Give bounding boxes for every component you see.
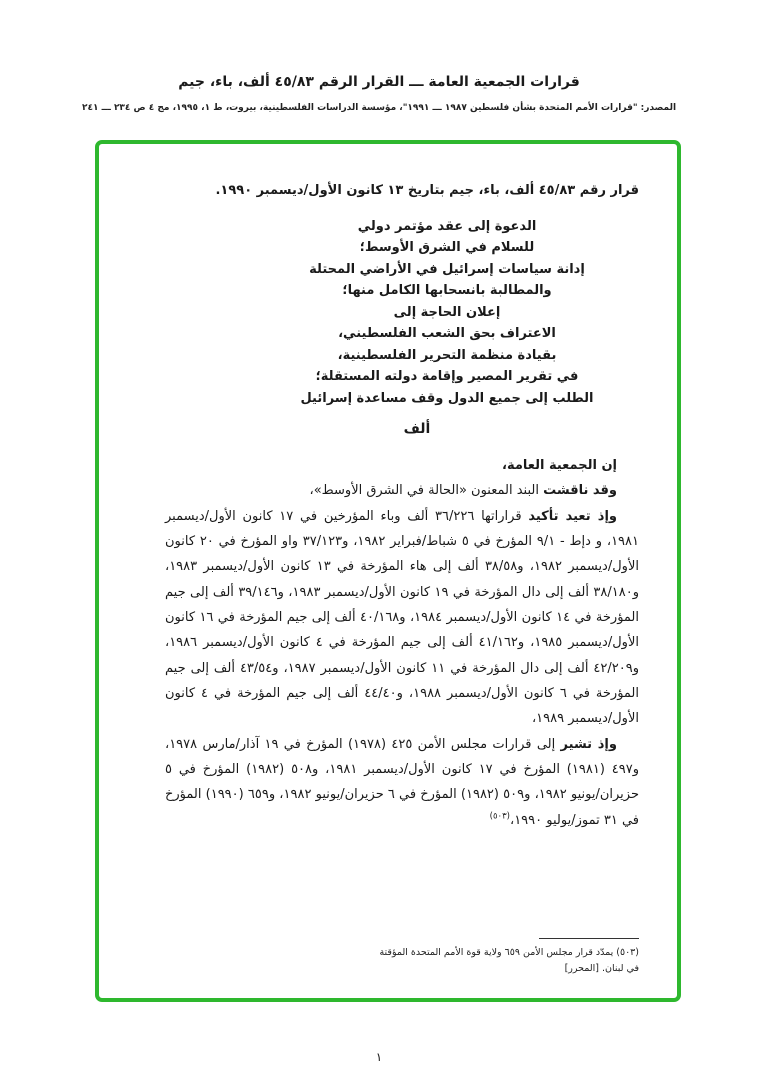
section-label-alif: ألف bbox=[403, 420, 431, 437]
paragraph-text: البند المعنون «الحالة في الشرق الأوسط»، bbox=[309, 483, 544, 499]
footnote-reference: (٥٠٣) bbox=[489, 811, 510, 822]
document-source-line: المصدر: "قرارات الأمم المتحدة بشأن فلسطين ١٩٨٧ ـــ ١٩٩١"، مؤسسة الدراسات الفلسطينية، بيروت، ط ١، ١٩٩٥، مج ٤ ص ٢٣٤ ـــ ٢٤١ bbox=[81, 103, 677, 113]
paragraph-lead: وإذ تشير bbox=[560, 736, 617, 752]
footnote-area bbox=[377, 935, 639, 978]
resolution-title-line: الطلب إلى جميع الدول وقف مساعدة إسرائيل bbox=[300, 390, 594, 406]
footnote-text: (٥٠٣) يمدّد قرار مجلس الأمن ٦٥٩ ولاية قوة الأمم المتحدة المؤقتة في لبنان. [المحرر] bbox=[379, 946, 639, 975]
body-paragraph bbox=[165, 732, 639, 833]
paragraph-text: قراراتها ٣٦/٢٢٦ ألف وباء المؤرخين في ١٧ كانون الأول/ديسمبر ١٩٨١، و دإط - ٩/١ المؤرخ في ٥ شباط/فبراير ١٩٨٢، و٣٧/١٢٣ واو المؤرخ في ٢٠ كانون الأول/ديسمبر ١٩٨٢، و٣٨/٥٨ ألف إلى هاء المؤرخة في ١٣ كانون الأول/ديسمبر ١٩٨٣، و٣٨/١٨٠ ألف إلى دال المؤرخة في ١٩ كانون الأول/ديسمبر ١٩٨٣، و٣٩/١٤٦ ألف إلى جيم المؤرخة في ١٤ كانون الأول/ديسمبر ١٩٨٤، و٤٠/١٦٨ ألف إلى جيم المؤرخة في ١٦ كانون الأول/ديسمبر ١٩٨٥، و٤١/١٦٢ ألف إلى جيم المؤرخة في ٤ كانون الأول/ديسمبر ١٩٨٦، و٤٢/٢٠٩ ألف إلى دال المؤرخة في ١١ كانون الأول/ديسمبر ١٩٨٧، و٤٣/٥٤ ألف إلى جيم المؤرخة في ٦ كانون الأول/ديسمبر ١٩٨٨، و٤٤/٤٠ ألف إلى جيم المؤرخة في ٤ كانون الأول/ديسمبر ١٩٨٩، bbox=[165, 508, 640, 727]
paragraph-lead: وإذ تعيد تأكيد bbox=[528, 508, 618, 524]
resolution-heading: قرار رقم ٤٥/٨٣ ألف، باء، جيم بتاريخ ١٣ كانون الأول/ديسمبر ١٩٩٠. bbox=[215, 183, 639, 198]
body-paragraph bbox=[165, 453, 639, 478]
document-body bbox=[99, 144, 677, 998]
resolution-title-line: والمطالبة بانسحابها الكامل منها؛ bbox=[342, 283, 552, 299]
resolution-title-line: بقيادة منظمة التحرير الفلسطينية، bbox=[337, 347, 557, 363]
body-paragraph bbox=[165, 504, 639, 732]
resolution-title-line: للسلام في الشرق الأوسط؛ bbox=[359, 240, 535, 256]
body-paragraph bbox=[165, 478, 639, 503]
resolution-title bbox=[255, 216, 639, 409]
page-number: ١ bbox=[375, 1050, 383, 1064]
paragraph-lead: وقد ناقشت bbox=[543, 483, 617, 499]
document-header-title: قرارات الجمعية العامة ـــ القرار الرقم ٤٥/٨٣ ألف، باء، جيم bbox=[178, 74, 580, 90]
paragraph-lead: إن الجمعية العامة، bbox=[502, 457, 617, 473]
document-frame bbox=[95, 140, 681, 1002]
footnote-separator bbox=[539, 938, 639, 939]
resolution-title-line: الدعوة إلى عقد مؤتمر دولي bbox=[357, 219, 537, 234]
resolution-title-line: إعلان الحاجة إلى bbox=[393, 304, 501, 320]
resolution-title-line: إدانة سياسات إسرائيل في الأراضي المحتلة bbox=[309, 261, 585, 277]
paragraph-text: إلى قرارات مجلس الأمن ٤٢٥ (١٩٧٨) المؤرخ في ١٩ آذار/مارس ١٩٧٨، و٤٩٧ (١٩٨١) المؤرخ في ١٧ كانون الأول/ديسمبر ١٩٨١، و٥٠٨ (١٩٨٢) المؤرخ في ٥ حزيران/يونيو ١٩٨٢، و٥٠٩ (١٩٨٢) المؤرخ في ٦ حزيران/يونيو ١٩٨٢، و٦٥٩ (١٩٩٠) المؤرخ في ٣١ تموز/يوليو ١٩٩٠، bbox=[165, 736, 639, 828]
resolution-title-line: الاعتراف بحق الشعب الفلسطيني، bbox=[338, 326, 556, 342]
resolution-title-line: في تقرير المصير وإقامة دولته المستقلة؛ bbox=[315, 369, 579, 385]
